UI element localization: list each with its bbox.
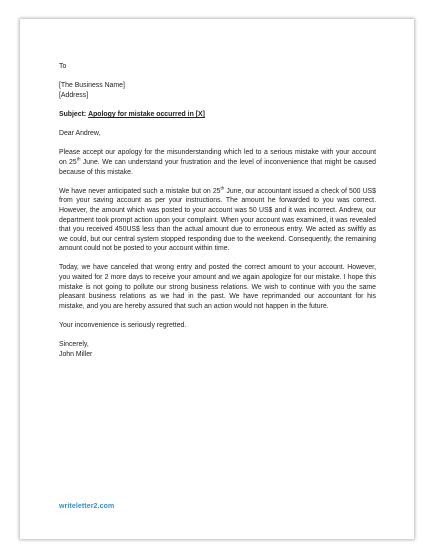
signature-name: John Miller <box>59 350 93 358</box>
paragraph-1-part-b: June. We can understand your frustration and the level of inconvenience that might be caused because of this mistake. <box>59 158 376 176</box>
paragraph-1 <box>59 148 376 177</box>
paragraph-1-superscript: th <box>76 156 81 162</box>
letter-page <box>20 19 414 539</box>
footer-site-link[interactable]: writeletter2.com <box>59 503 115 510</box>
to-line: To <box>59 63 67 70</box>
paragraph-1-part-a: Please accept our apology for the misunderstanding which led to a serious mistake with your account on 25 <box>59 149 376 166</box>
recipient-address: [Address] <box>59 91 89 99</box>
paragraph-2-superscript: th <box>220 185 225 191</box>
subject-line <box>59 110 376 120</box>
salutation: Dear Andrew, <box>59 130 101 138</box>
paragraph-2 <box>59 187 376 254</box>
closing: Sincerely, <box>59 341 89 349</box>
paragraph-4: Your inconvenience is seriously regretted. <box>59 322 187 330</box>
paragraph-2-part-b: June, our accountant issued a check of 500 US$ from your saving account as per your instructions. The amount he forwarded to you was correct. However, the amount which was posted to your account was 50 US$ and it was incorrect. Andrew, our department took prompt action upon your complaint. When your account was examined, it was revealed that you received 450US$ less than the actual amount due to erroneous entry. We acted as swiftly as we could, but our central system stopped responding due to the weekend. Consequently, the remaining amount could not be posted to your account within time. <box>59 187 376 253</box>
paragraph-2-part-a: We have never anticipated such a mistake but on 25 <box>59 187 221 195</box>
subject-text: Apology for mistake occurred in [X] <box>88 110 205 118</box>
paragraph-3: Today, we have canceled that wrong entry and posted the correct amount to your account. However, you waited for 2 more days to receive your amount and we again apologize for our mistake. I hope this mistake is not going to pollute our strong business relations. We wish to continue with you the same pleasant business relations as we had in the past. We have reprimanded our accountant for his mistake, and you are hereby assured that such an action would not happen in the future. <box>59 264 376 310</box>
letter-body <box>59 62 376 359</box>
subject-label: Subject: <box>59 110 87 118</box>
recipient-name: [The Business Name] <box>59 82 125 90</box>
